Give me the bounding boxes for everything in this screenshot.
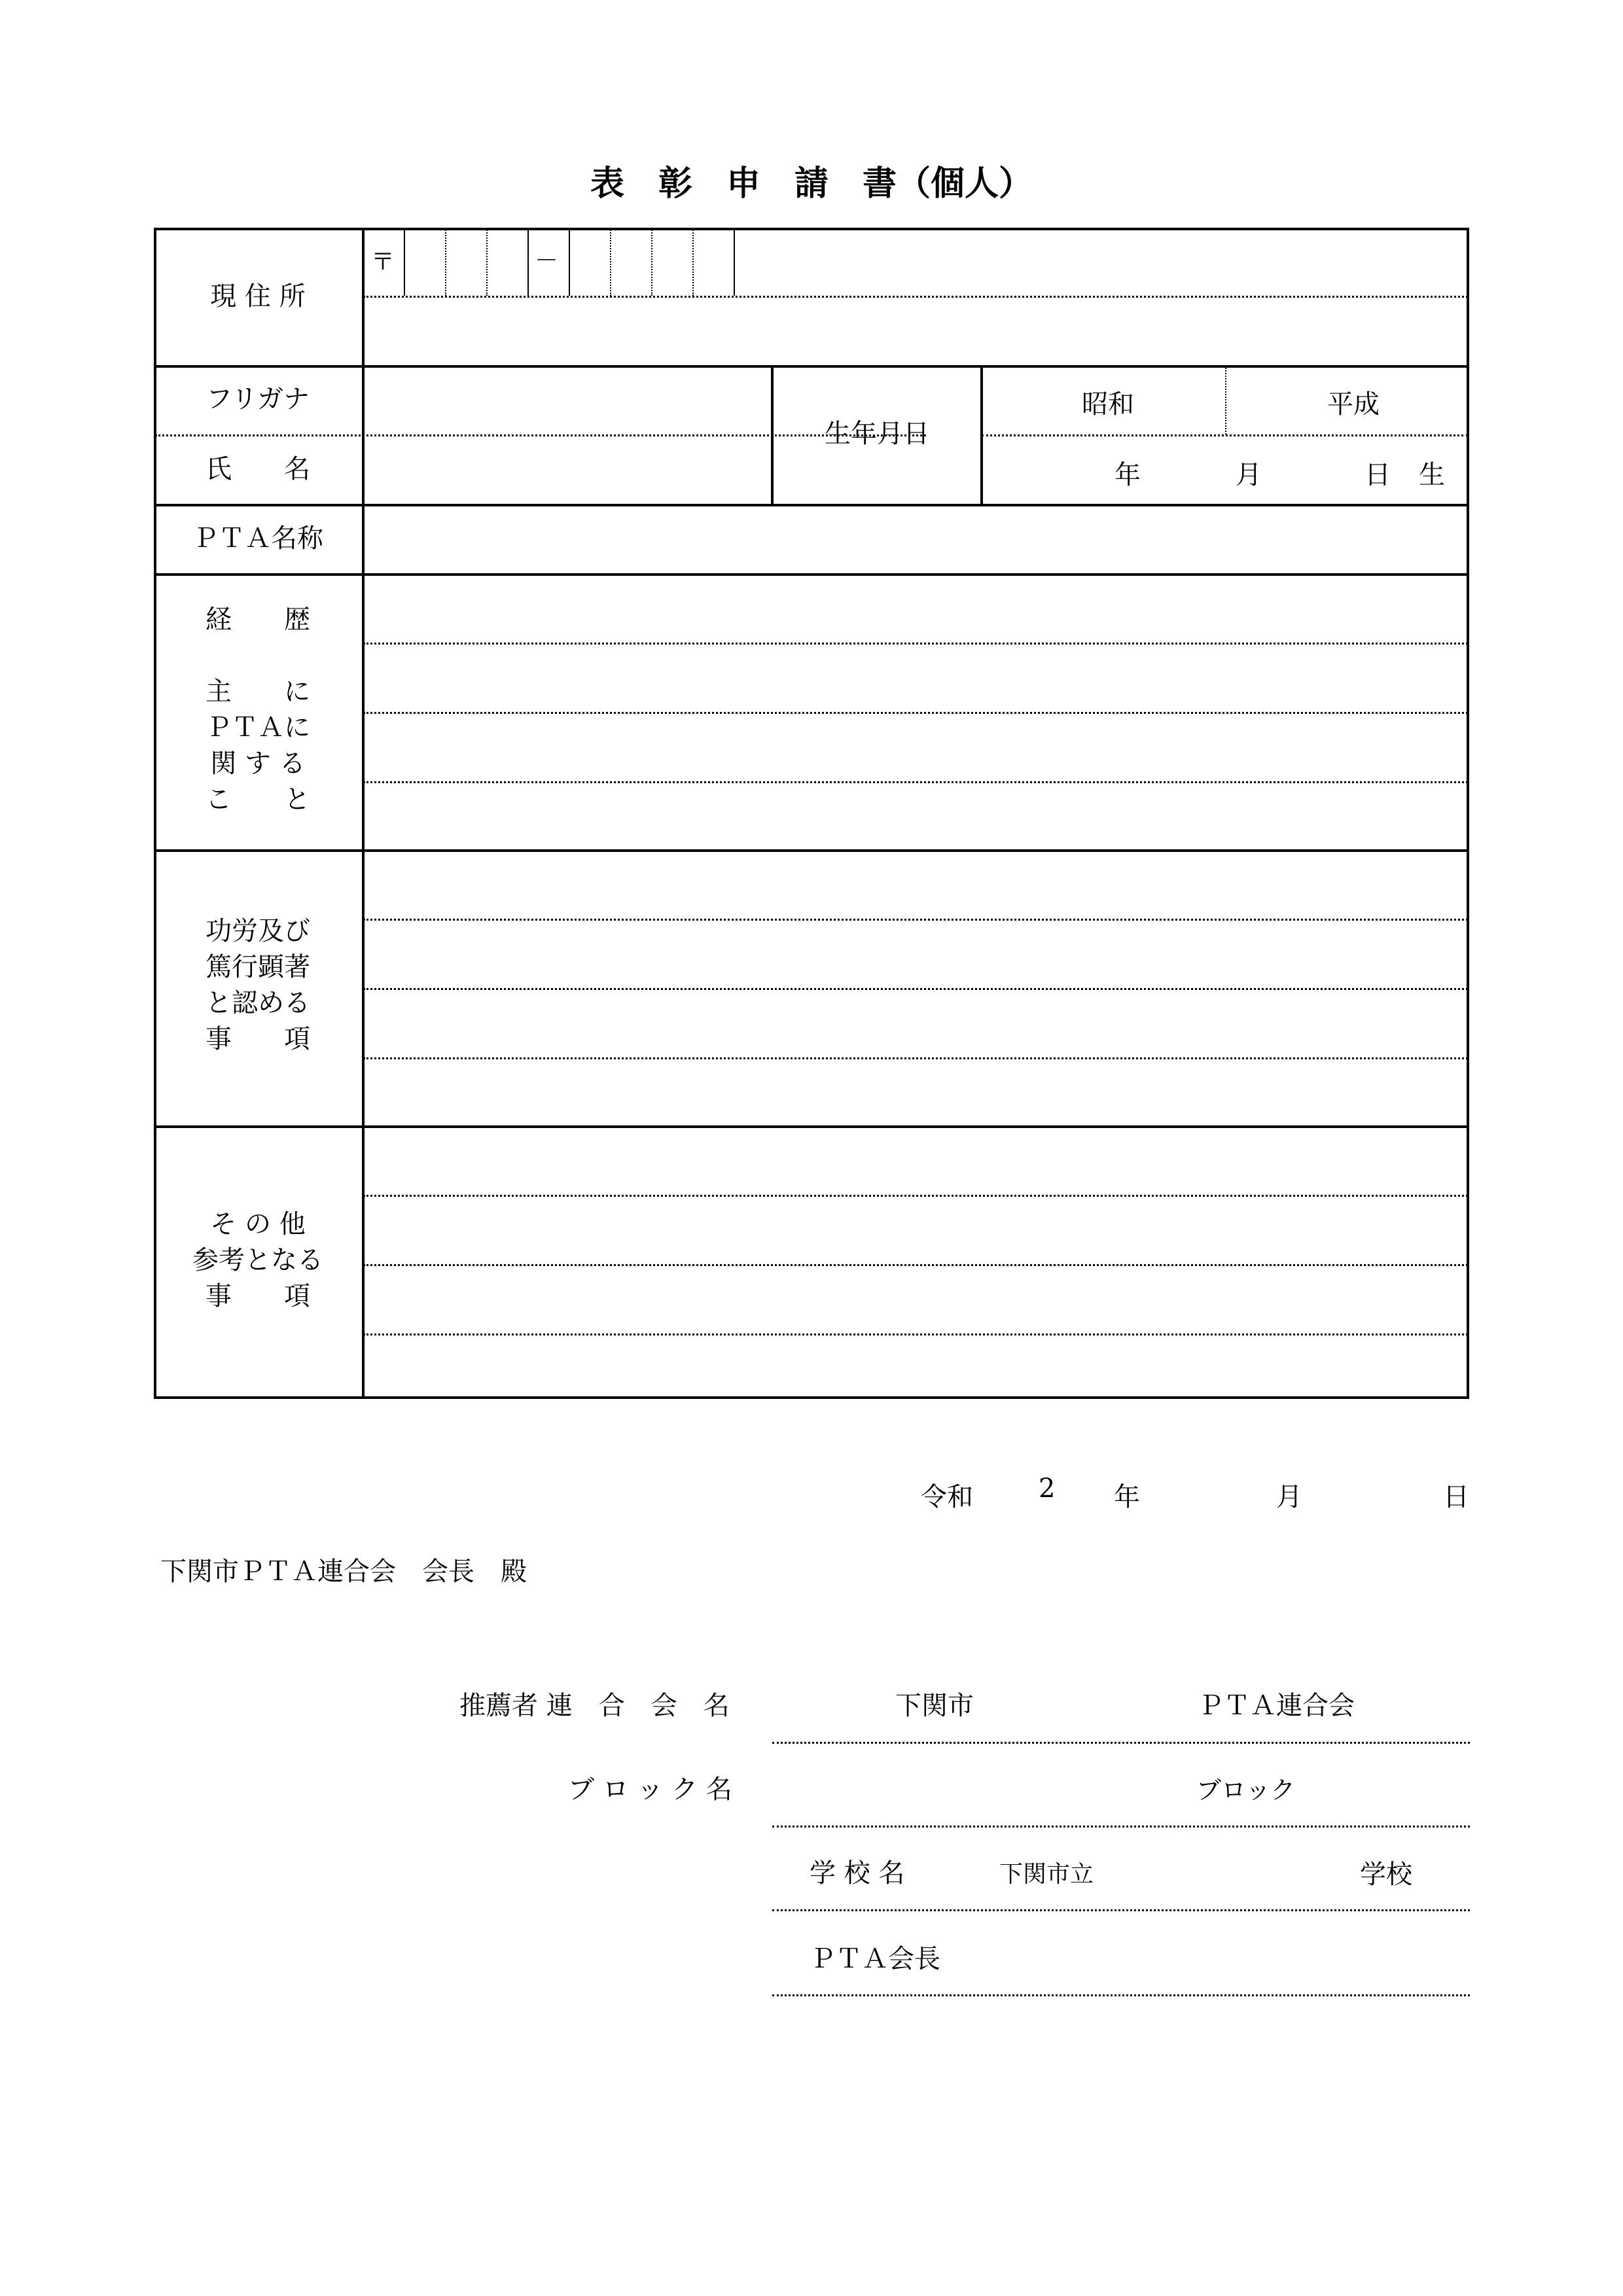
- other-input-3[interactable]: [370, 1271, 1463, 1330]
- pta-name-label: ＰＴＡ名称: [192, 523, 323, 554]
- recommender-label: 推薦者 連 合 会 名: [459, 1691, 730, 1721]
- date-era: 令和: [921, 1482, 973, 1512]
- achievements-input-1[interactable]: [370, 856, 1463, 915]
- achievements-input-3[interactable]: [370, 995, 1463, 1053]
- career-label: 経 歴 主 に ＰＴＡに 関 す る こ と: [205, 605, 310, 815]
- address-input-line-2[interactable]: [370, 301, 1463, 360]
- recommender-line[interactable]: [772, 1742, 1470, 1744]
- postal-mark: 〒: [371, 249, 395, 275]
- block-line[interactable]: [772, 1826, 1470, 1828]
- recommender-org: ＰＴＡ連合会: [1198, 1691, 1355, 1721]
- address-divider: [363, 296, 1468, 298]
- name-input[interactable]: [370, 440, 766, 499]
- date-year-unit: 年: [1114, 1482, 1140, 1512]
- address-input[interactable]: [736, 233, 1463, 292]
- postal-dash: －: [535, 247, 559, 274]
- date-day-unit: 日: [1443, 1482, 1469, 1512]
- other-input-2[interactable]: [370, 1201, 1463, 1260]
- era-heisei[interactable]: 平成: [1327, 389, 1380, 419]
- era-showa[interactable]: 昭和: [1082, 389, 1134, 419]
- birth-year-unit: 年: [1115, 460, 1141, 490]
- birth-month-unit: 月: [1236, 460, 1262, 490]
- other-input-4[interactable]: [370, 1340, 1463, 1395]
- career-input-4[interactable]: [370, 788, 1463, 845]
- label-column-divider: [362, 228, 365, 1399]
- achievements-input-2[interactable]: [370, 925, 1463, 984]
- achievements-input-4[interactable]: [370, 1064, 1463, 1122]
- recommender-city: 下関市: [895, 1691, 974, 1721]
- school-label: 学 校 名: [810, 1858, 905, 1888]
- other-label: そ の 他 参考となる 事 項: [192, 1209, 323, 1311]
- pta-president-label: ＰＴＡ会長: [810, 1944, 940, 1974]
- birth-day-unit: 日: [1364, 460, 1391, 490]
- birth-suffix: 生: [1419, 460, 1445, 490]
- other-input-1[interactable]: [370, 1132, 1463, 1191]
- career-input-2[interactable]: [370, 649, 1463, 708]
- block-suffix: ブロック: [1196, 1776, 1296, 1805]
- address-label: 現 住 所: [210, 281, 306, 311]
- school-suffix: 学校: [1360, 1860, 1412, 1890]
- school-line[interactable]: [772, 1909, 1470, 1911]
- career-input-1[interactable]: [370, 580, 1463, 639]
- block-label: ブ ロ ッ ク 名: [568, 1775, 732, 1805]
- furigana-input[interactable]: [370, 370, 766, 429]
- application-form-table: [154, 228, 1469, 1399]
- date-month-unit: 月: [1276, 1482, 1302, 1512]
- furigana-label: フリガナ: [206, 384, 310, 414]
- birthdate-label: 生年月日: [825, 419, 929, 449]
- pta-president-line[interactable]: [772, 1994, 1470, 1996]
- date-year-value[interactable]: 2: [1039, 1474, 1056, 1504]
- school-prefix: 下関市立: [999, 1861, 1094, 1888]
- achievements-label: 功労及び 篤行顕著 と認める 事 項: [205, 916, 310, 1054]
- pta-name-input[interactable]: [370, 510, 1463, 568]
- page-title: 表 彰 申 請 書（個人）: [590, 164, 1033, 203]
- addressee: 下関市ＰＴＡ連合会 会長 殿: [160, 1557, 527, 1587]
- birthdate-divider: [982, 434, 1468, 436]
- career-input-3[interactable]: [370, 718, 1463, 777]
- name-label: 氏 名: [205, 454, 310, 484]
